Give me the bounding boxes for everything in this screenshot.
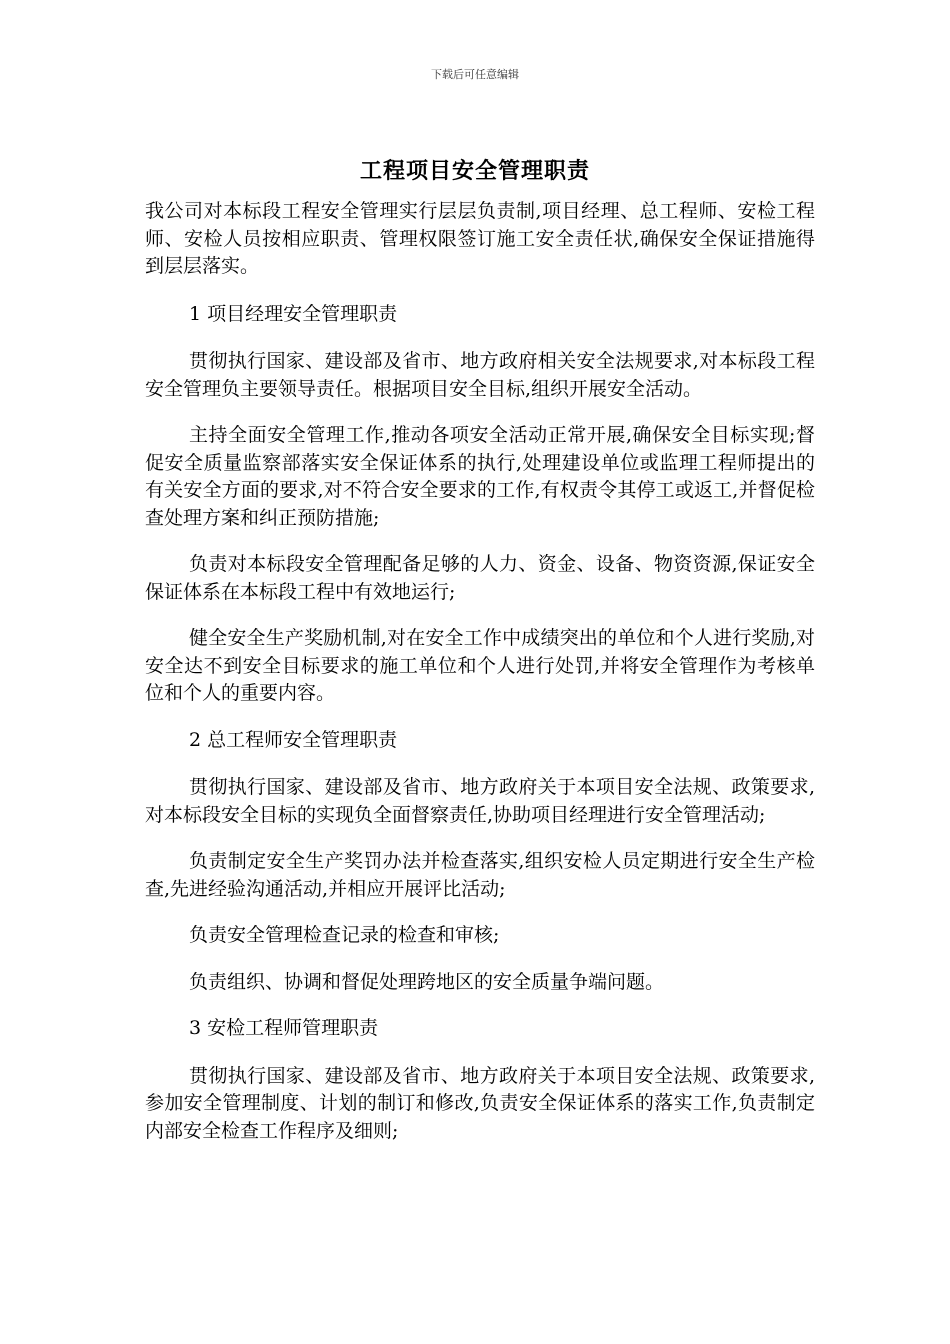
section-1 [145, 301, 815, 708]
section-paragraph: 贯彻执行国家、建设部及省市、地方政府关于本项目安全法规、政策要求,对本标段安全目标的实现负全面督察责任,协助项目经理进行安全管理活动; [145, 776, 815, 826]
section-heading: 3 安检工程师管理职责 [189, 1017, 379, 1039]
section-paragraph: 负责对本标段安全管理配备足够的人力、资金、设备、物资资源,保证安全保证体系在本标段工程中有效地运行; [145, 553, 815, 603]
section-heading: 1 项目经理安全管理职责 [189, 302, 398, 325]
section-heading: 2 总工程师安全管理职责 [189, 728, 398, 751]
section-paragraph: 主持全面安全管理工作,推动各项安全活动正常开展,确保安全目标实现;督促安全质量监察部落实安全保证体系的执行,处理建设单位或监理工程师提出的有关安全方面的要求,对不符合安全要求的工作,有权责令其停工或返工,并督促检查处理方案和纠正预防措施; [145, 424, 815, 529]
section-paragraph: 负责安全管理检查记录的检查和审核; [189, 924, 500, 946]
document-title: 工程项目安全管理职责 [359, 158, 590, 184]
document-body [145, 198, 815, 1164]
section-3 [145, 1015, 815, 1145]
section-paragraph: 贯彻执行国家、建设部及省市、地方政府关于本项目安全法规、政策要求,参加安全管理制度、计划的制订和修改,负责安全保证体系的落实工作,负责制定内部安全检查工作程序及细则; [145, 1064, 815, 1142]
section-paragraph: 贯彻执行国家、建设部及省市、地方政府相关安全法规要求,对本标段工程安全管理负主要领导责任。根据项目安全目标,组织开展安全活动。 [145, 350, 815, 400]
intro-paragraph: 我公司对本标段工程安全管理实行层层负责制,项目经理、总工程师、安检工程师、安检人员按相应职责、管理权限签订施工安全责任状,确保安全保证措施得到层层落实。 [145, 200, 815, 277]
section-paragraph: 负责制定安全生产奖罚办法并检查落实,组织安检人员定期进行安全生产检查,先进经验沟通活动,并相应开展评比活动; [145, 850, 815, 900]
section-2 [145, 727, 815, 997]
section-paragraph: 负责组织、协调和督促处理跨地区的安全质量争端问题。 [189, 970, 665, 993]
header-note: 下载后可任意编辑 [431, 68, 519, 81]
section-paragraph: 健全安全生产奖励机制,对在安全工作中成绩突出的单位和个人进行奖励,对安全达不到安全目标要求的施工单位和个人进行处罚,并将安全管理作为考核单位和个人的重要内容。 [145, 627, 815, 704]
